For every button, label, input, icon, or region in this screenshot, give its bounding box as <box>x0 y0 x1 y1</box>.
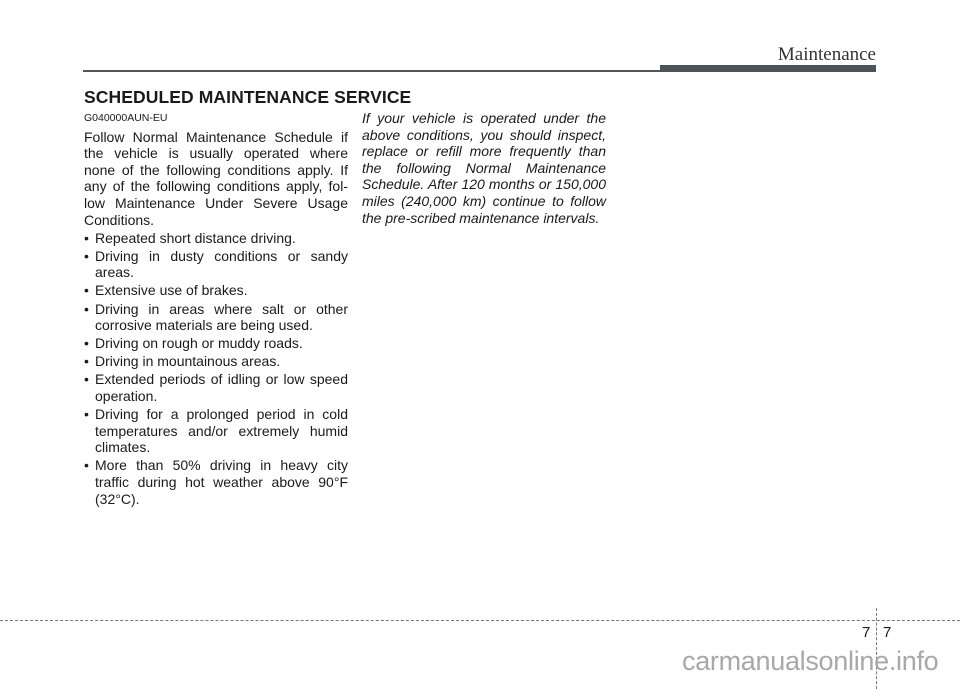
left-column <box>84 110 348 507</box>
list-item: • Extensive use of brakes. <box>84 282 348 299</box>
list-item: • Driving in mountainous areas. <box>84 353 348 370</box>
list-item: • More than 50% driving in heavy city traffic during hot weather above 90°F (32°C). <box>84 457 348 507</box>
page-title: SCHEDULED MAINTENANCE SERVICE <box>84 87 412 107</box>
footer-rule <box>0 620 960 621</box>
list-item: • Driving on rough or muddy roads. <box>84 335 348 352</box>
list-item: • Driving in dusty conditions or sandy areas. <box>84 248 348 281</box>
note-paragraph: If your vehicle is operated under the above conditions, you should inspect, replace or refill more frequently than the following Normal Maintenance Schedule. After 120 months or 150,000 miles (240,000 km) continue to follow the pre-scribed maintenance intervals. <box>362 110 606 226</box>
header-rule <box>83 70 661 72</box>
header-bar <box>660 65 876 72</box>
list-item: • Driving for a prolonged period in cold temperatures and/or extremely humid climates. <box>84 406 348 456</box>
intro-paragraph: Follow Normal Maintenance Schedule if the vehicle is usually operated where none of the following conditions apply. If any of the following conditions apply, fol-low Maintenance Under Severe Usage Conditions. <box>84 128 348 228</box>
section-header: Maintenance <box>777 44 876 65</box>
page-number: 7 <box>883 624 892 641</box>
condition-list <box>84 230 348 508</box>
list-item: • Repeated short distance driving. <box>84 230 348 247</box>
chapter-number: 7 <box>862 624 871 641</box>
watermark: carmanualsonline.info <box>682 646 939 676</box>
list-item: • Driving in areas where salt or other corrosive materials are being used. <box>84 301 348 334</box>
section-code: G040000AUN-EU <box>84 112 168 124</box>
list-item: • Extended periods of idling or low speed operation. <box>84 371 348 404</box>
